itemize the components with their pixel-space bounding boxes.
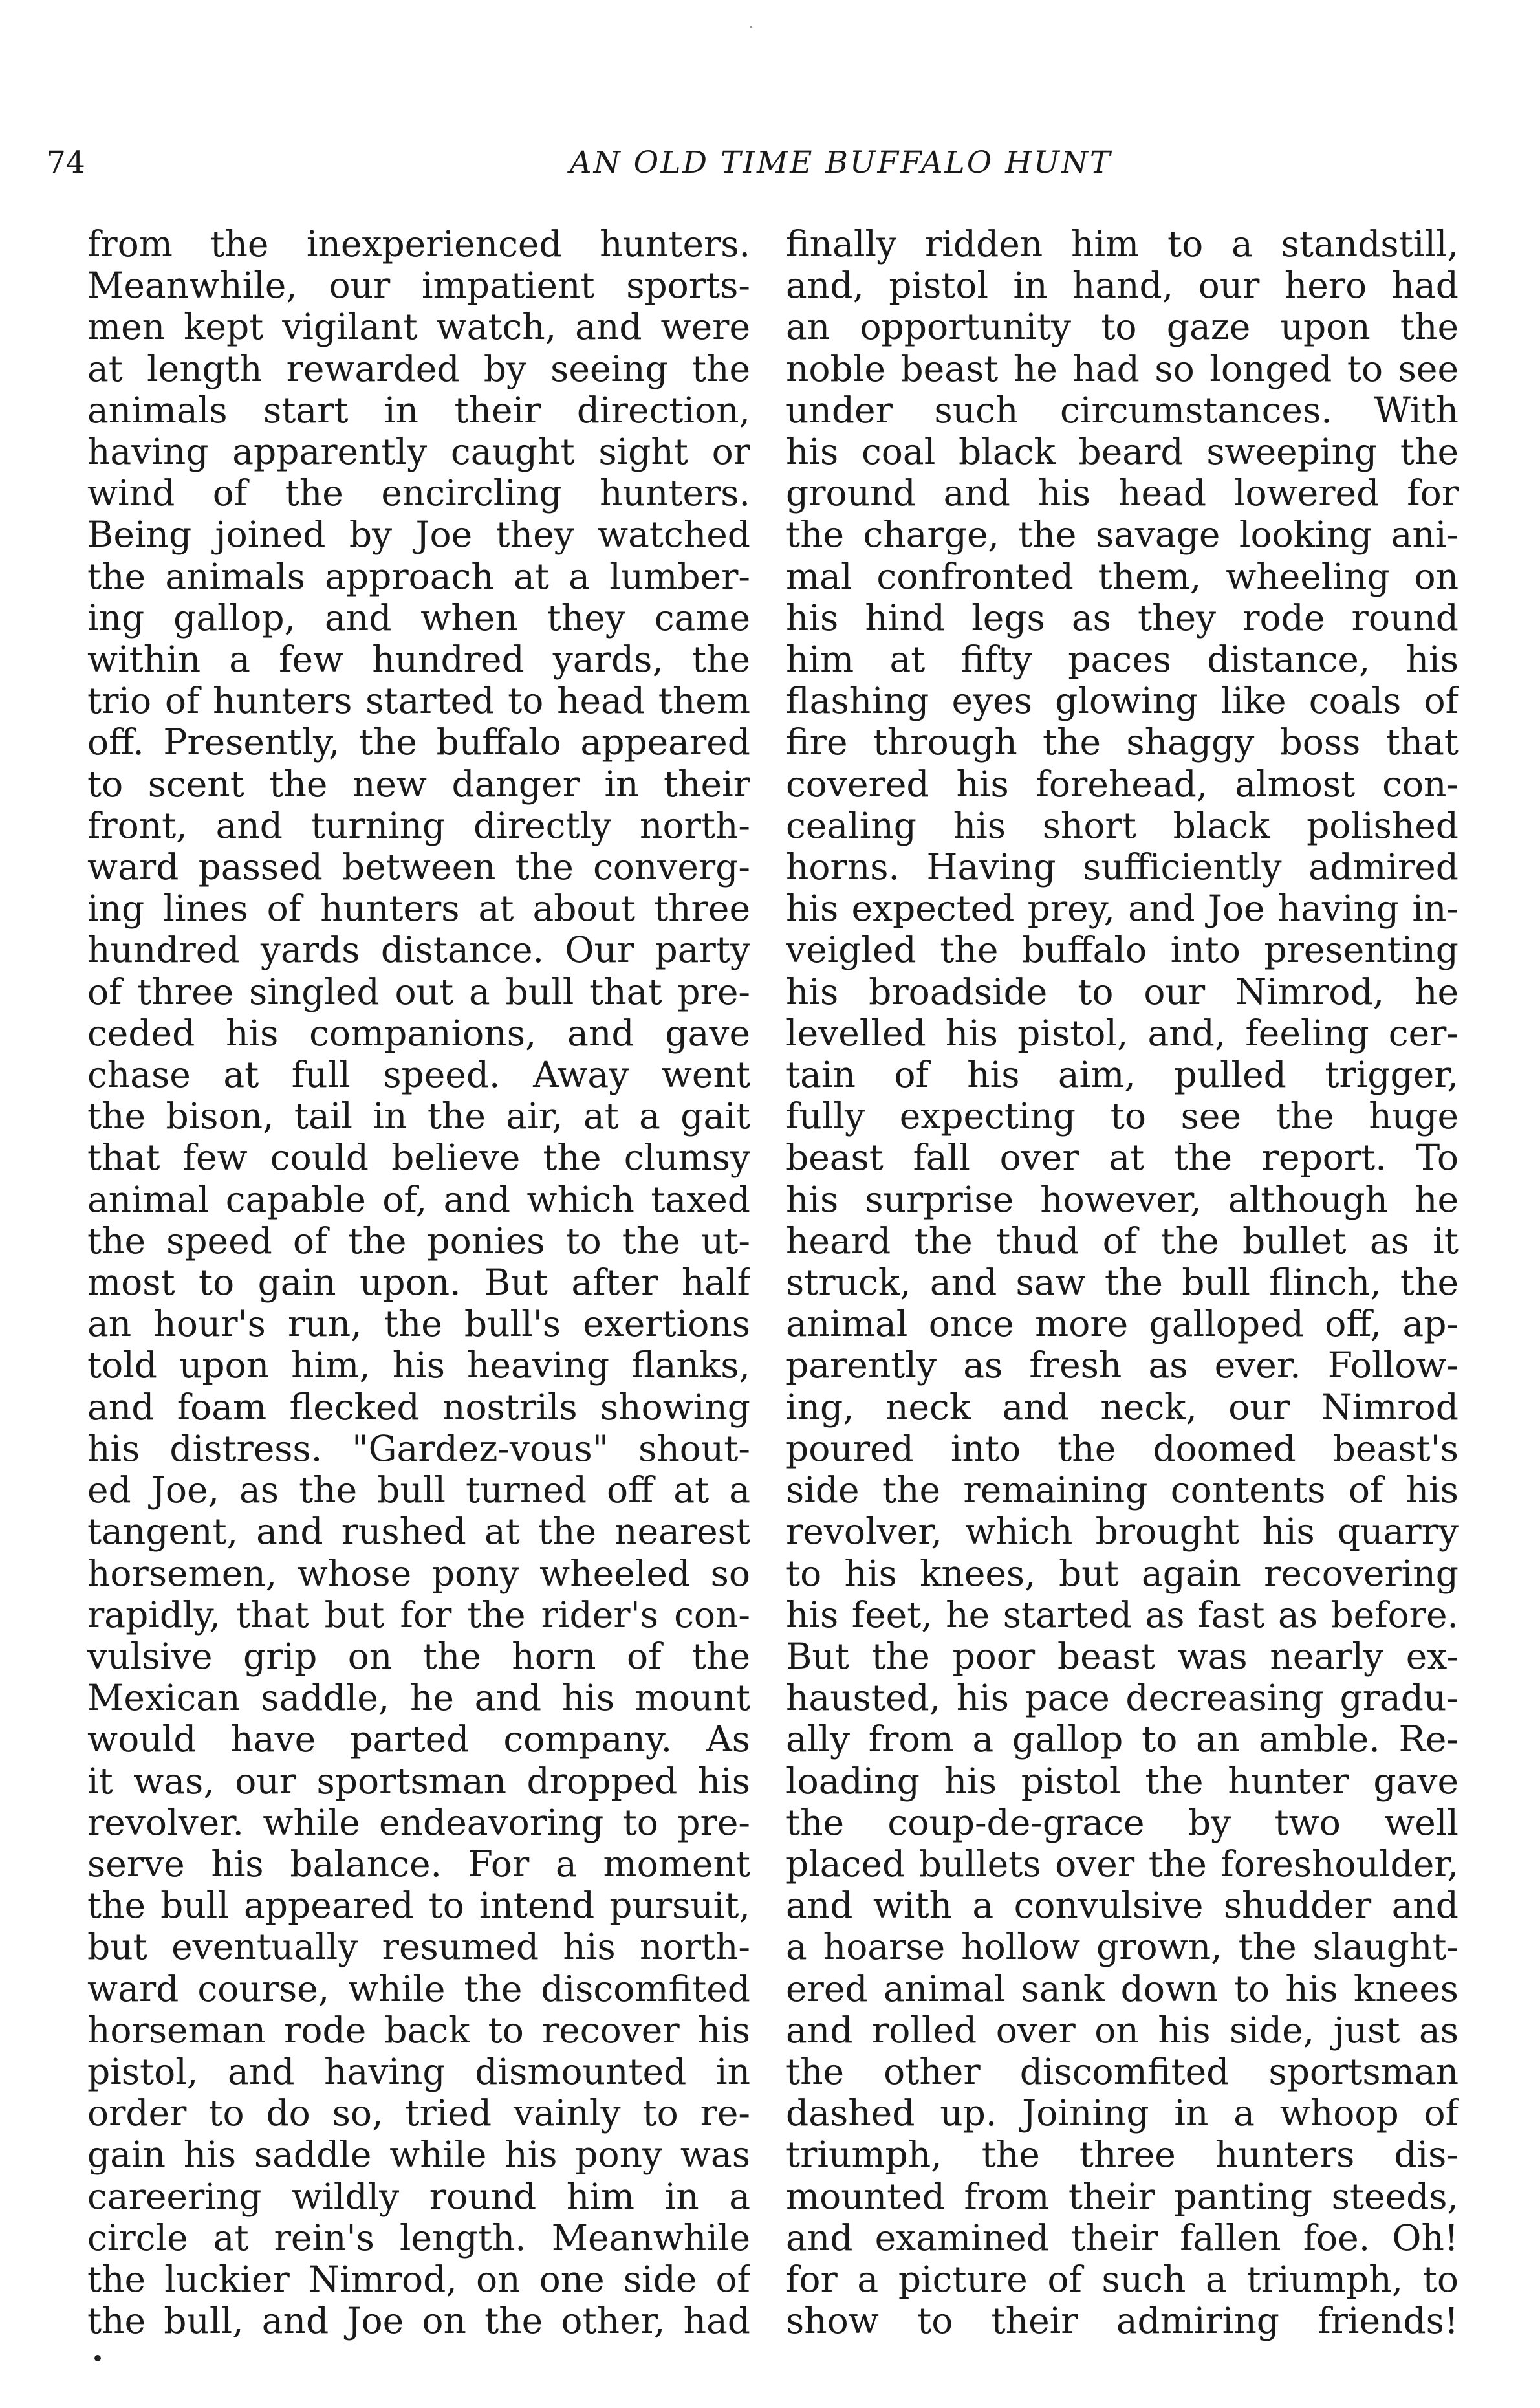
text-line: the luckier Nimrod, on one side of [87,2258,750,2300]
text-line: noble beast he had so longed to see [786,347,1459,389]
text-line: his distress. "Gardez-vous" shout- [87,1427,750,1469]
text-line: tangent, and rushed at the nearest [87,1511,750,1553]
text-line: the bison, tail in the air, at a gait [87,1095,750,1137]
text-line: within a few hundred yards, the [87,639,750,681]
text-line: Being joined by Joe they watched [87,514,750,556]
text-line: off. Presently, the buffalo appeared [87,721,750,763]
text-line: most to gain upon. But after half [87,1262,750,1304]
text-line: chase at full speed. Away went [87,1054,750,1096]
text-line: his surprise however, although he [786,1178,1459,1220]
text-line: animal once more galloped off, ap- [786,1303,1459,1345]
text-line: told upon him, his heaving flanks, [87,1344,750,1386]
text-line: ground and his head lowered for [786,472,1459,514]
text-line: at length rewarded by seeing the [87,347,750,389]
text-line: and rolled over on his side, just as [786,2009,1459,2051]
text-line: his expected prey, and Joe having in- [786,888,1459,930]
text-line: and with a convulsive shudder and [786,1885,1459,1927]
text-line: ward passed between the converg- [87,846,750,888]
text-line: circle at rein's length. Meanwhile [87,2216,750,2259]
text-line: fire through the shaggy boss that [786,721,1459,763]
text-line: but eventually resumed his north- [87,1926,750,1968]
text-line: ceded his companions, and gave [87,1012,750,1054]
text-line: But the poor beast was nearly ex- [786,1635,1459,1677]
text-line: his broadside to our Nimrod, he [786,970,1459,1012]
text-line: Mexican saddle, he and his mount [87,1677,750,1719]
text-line: careering wildly round him in a [87,2175,750,2217]
text-line: hausted, his pace decreasing gradu- [786,1677,1459,1719]
text-line: horns. Having sufficiently admired [786,846,1459,888]
text-line: ally from a gallop to an amble. Re- [786,1718,1459,1760]
text-line: would have parted company. As [87,1718,750,1760]
text-line: to scent the new danger in their [87,763,750,805]
text-line: animals start in their direction, [87,389,750,431]
text-line: the bull appeared to intend pursuit, [87,1885,750,1927]
text-line: ing, neck and neck, our Nimrod [786,1386,1459,1428]
text-line: vulsive grip on the horn of the [87,1635,750,1677]
text-line: ed Joe, as the bull turned off at a [87,1469,750,1511]
text-line: the coup-de-grace by two well [786,1801,1459,1843]
text-line: a hoarse hollow grown, the slaught- [786,1926,1459,1968]
text-line: animal capable of, and which taxed [87,1178,750,1220]
text-line: flashing eyes glowing like coals of [786,680,1459,722]
text-line: fully expecting to see the huge [786,1095,1459,1137]
text-line: show to their admiring friends! [786,2300,1459,2342]
text-line: poured into the doomed beast's [786,1427,1459,1469]
text-line: the charge, the savage looking ani- [786,514,1459,556]
text-line: horsemen, whose pony wheeled so [87,1552,750,1594]
text-line: and examined their fallen foe. Oh! [786,2216,1459,2259]
stray-ink-mark [94,2355,101,2361]
text-line: revolver, which brought his quarry [786,1511,1459,1553]
text-line: veigled the buffalo into presenting [786,929,1459,971]
text-line: dashed up. Joining in a whoop of [786,2092,1459,2134]
text-line: his coal black beard sweeping the [786,431,1459,473]
text-line: ing lines of hunters at about three [87,888,750,930]
text-line: his feet, he started as fast as before. [786,1593,1459,1636]
text-line: finally ridden him to a standstill, [786,223,1459,265]
text-line: the speed of the ponies to the ut- [87,1220,750,1262]
text-line: loading his pistol the hunter gave [786,1760,1459,1802]
text-line: from the inexperienced hunters. [87,223,750,265]
text-line: side the remaining contents of his [786,1469,1459,1511]
text-line: pistol, and having dismounted in [87,2050,750,2092]
text-line: mal confronted them, wheeling on [786,555,1459,597]
text-line: front, and turning directly north- [87,804,750,846]
text-line: an opportunity to gaze upon the [786,306,1459,348]
text-line: revolver. while endeavoring to pre- [87,1801,750,1843]
running-title: AN OLD TIME BUFFALO HUNT [569,145,1112,181]
text-line: the bull, and Joe on the other, had [87,2300,750,2342]
scan-speck [750,26,752,28]
text-line: trio of hunters started to head them [87,680,750,722]
text-line: gain his saddle while his pony was [87,2134,750,2176]
text-line: the animals approach at a lumber- [87,555,750,597]
text-line: parently as fresh as ever. Follow- [786,1344,1459,1386]
text-line: him at fifty paces distance, his [786,639,1459,681]
text-line: levelled his pistol, and, feeling cer- [786,1012,1459,1054]
text-line: beast fall over at the report. To [786,1137,1459,1179]
text-line: the other discomfited sportsman [786,2050,1459,2092]
text-line: triumph, the three hunters dis- [786,2134,1459,2176]
text-line: for a picture of such a triumph, to [786,2258,1459,2300]
text-line: order to do so, tried vainly to re- [87,2092,750,2134]
text-line: having apparently caught sight or [87,431,750,473]
text-line: placed bullets over the foreshoulder, [786,1843,1459,1885]
text-line: ing gallop, and when they came [87,597,750,639]
text-line: and foam flecked nostrils showing [87,1386,750,1428]
text-line: hundred yards distance. Our party [87,929,750,971]
left-text-column [87,223,750,2341]
text-line: struck, and saw the bull flinch, the [786,1262,1459,1304]
text-line: serve his balance. For a moment [87,1843,750,1885]
text-line: heard the thud of the bullet as it [786,1220,1459,1262]
text-line: tain of his aim, pulled trigger, [786,1054,1459,1096]
text-line: ered animal sank down to his knees [786,1967,1459,2009]
text-line: it was, our sportsman dropped his [87,1760,750,1802]
text-line: rapidly, that but for the rider's con- [87,1593,750,1636]
right-text-column [786,223,1459,2341]
text-line: ward course, while the discomfited [87,1967,750,2009]
page-number: 74 [47,145,85,181]
text-line: his hind legs as they rode round [786,597,1459,639]
text-line: of three singled out a bull that pre- [87,970,750,1012]
text-line: and, pistol in hand, our hero had [786,265,1459,307]
text-line: an hour's run, the bull's exertions [87,1303,750,1345]
text-line: men kept vigilant watch, and were [87,306,750,348]
text-line: Meanwhile, our impatient sports- [87,265,750,307]
text-line: wind of the encircling hunters. [87,472,750,514]
text-line: covered his forehead, almost con- [786,763,1459,805]
text-line: to his knees, but again recovering [786,1552,1459,1594]
text-line: cealing his short black polished [786,804,1459,846]
text-line: horseman rode back to recover his [87,2009,750,2051]
text-line: that few could believe the clumsy [87,1137,750,1179]
text-line: under such circumstances. With [786,389,1459,431]
text-line: mounted from their panting steeds, [786,2175,1459,2217]
